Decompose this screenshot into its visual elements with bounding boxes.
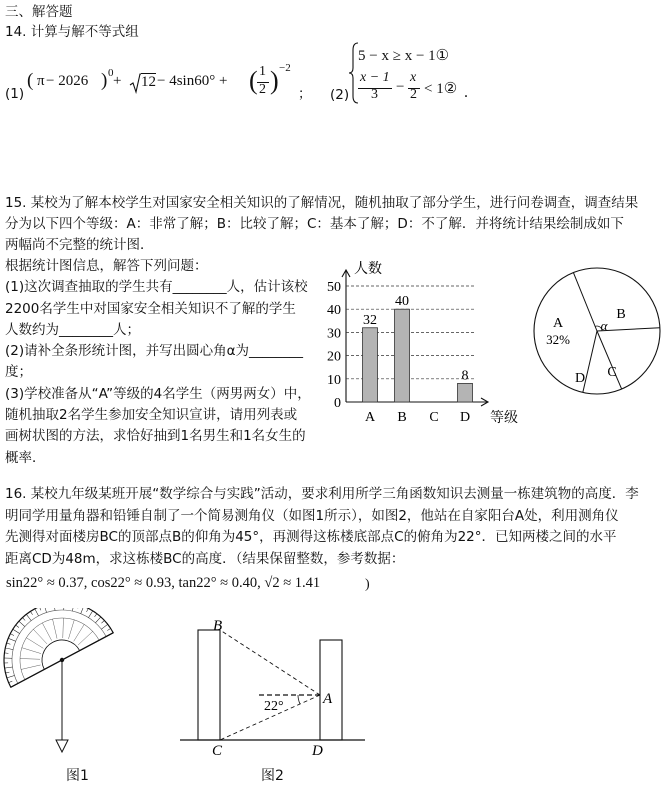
q15-line: (3)学校准备从“A”等级的4名学生（两男两女）中， xyxy=(5,385,311,402)
q14-p1-big-paren-open: ( xyxy=(249,66,258,95)
slice-label-c: C xyxy=(607,365,617,380)
q15-line: (1)这次调查抽取的学生共有________人，估计该校 xyxy=(5,279,308,296)
q14-p1-semicolon: ； xyxy=(298,86,312,102)
y-tick-label: 10 xyxy=(327,372,341,388)
q14-p2-row2-tail: < 1② xyxy=(424,81,458,97)
bar-a xyxy=(363,328,378,402)
building-ad xyxy=(320,640,342,740)
slice-label-a: A xyxy=(552,316,564,331)
q16-reference-close: ) xyxy=(365,577,370,592)
q15-line: 概率． xyxy=(5,449,46,466)
building-bc xyxy=(198,630,220,740)
point-b-label: B xyxy=(213,618,223,634)
q15-line: 根据统计图信息，解答下列问题： xyxy=(5,258,208,274)
q14-p1-exp0: 0 xyxy=(108,67,114,79)
bar-chart xyxy=(318,252,528,432)
q14-p2-label: (2) xyxy=(330,87,350,103)
q15-intro-line: 15. 某校为了解本校学生对国家安全相关知识的了解情况，随机抽取了部分学生，进行问卷调查，调查结果 xyxy=(5,195,639,211)
x-axis-label: 等级 xyxy=(490,411,518,426)
sqrt-sign xyxy=(129,72,141,94)
q14-p2-row2-num1: x − 1 xyxy=(360,70,390,85)
bar-b xyxy=(395,309,410,402)
q14-p1-open-paren: ( xyxy=(27,70,34,91)
q15-line: 度； xyxy=(5,364,32,381)
bar-d xyxy=(458,383,473,402)
figure1-caption: 图1 xyxy=(66,768,89,784)
q14-p1-pi: π xyxy=(37,73,45,89)
q14-p1-frac-num: 1 xyxy=(259,64,266,79)
q15-line: 画树状图的方法，求恰好抽到1名男生和1名女生的 xyxy=(5,428,306,445)
q14-p2-row2-den2: 2 xyxy=(410,87,417,102)
figure1-protractor xyxy=(0,608,160,768)
q14-p2-row2-den1: 3 xyxy=(371,87,378,102)
q14-p1-radicand: 12 xyxy=(141,74,156,90)
data-label: 8 xyxy=(461,368,469,384)
q14-p1-minus2026: − 2026 xyxy=(46,73,89,89)
slice-label-b: B xyxy=(616,307,626,322)
figure2-caption: 图2 xyxy=(261,768,284,784)
q14-p1-close-paren: ) xyxy=(101,70,108,91)
point-a-label: A xyxy=(323,691,333,707)
q16-line: 明同学用量角器和铅锤自制了一个简易测角仪（如图1所示），如图2，他站在自家阳台A处，利用测角仪 xyxy=(5,507,619,524)
q14-p2-row2-num2: x xyxy=(410,70,417,85)
q15-intro xyxy=(5,193,638,256)
data-label: 32 xyxy=(363,312,377,328)
q16-line: 16. 某校九年级某班开展“数学综合与实践”活动，要求利用所学三角函数知识去测量一栋建筑物的高度．李 xyxy=(5,486,639,502)
slice-label-a-percent: 32% xyxy=(546,332,570,347)
q16-line: 距离CD为48m，求这栋楼BC的高度．（结果保留整数，参考数据： xyxy=(5,550,405,567)
q15-questions xyxy=(5,256,311,469)
x-tick-label: B xyxy=(397,410,407,425)
q15-line: (2)请补全条形统计图，并写出圆心角α为________ xyxy=(5,343,304,360)
point-d-label: D xyxy=(312,743,323,759)
x-tick-label: C xyxy=(429,410,439,425)
y-tick-label: 0 xyxy=(334,396,341,411)
y-tick-label: 40 xyxy=(327,303,341,319)
q14-p2-row1: 5 − x ≥ x − 1① xyxy=(358,48,450,64)
angle-22-label: 22° xyxy=(264,699,284,714)
angle-arc xyxy=(298,695,300,704)
sight-line-ab xyxy=(220,630,320,695)
q16-text xyxy=(5,484,639,570)
y-tick-label: 30 xyxy=(327,326,341,342)
y-tick-label: 20 xyxy=(327,349,341,365)
y-axis-label: 人数 xyxy=(354,262,382,277)
x-tick-label: A xyxy=(364,410,376,425)
y-tick-label: 50 xyxy=(327,280,341,295)
x-tick-label: D xyxy=(459,410,471,425)
q15-line: 人数约为________人； xyxy=(5,321,140,338)
q14-p2-period: . xyxy=(464,84,468,101)
q14-part2 xyxy=(330,42,480,112)
q14-p2-row2-minus: − xyxy=(396,79,405,95)
q14-title: 14. 计算与解不等式组 xyxy=(5,24,139,40)
q14-p1-big-paren-close: ) xyxy=(270,66,279,95)
slice-label-d: D xyxy=(574,371,586,386)
q16-reference-data: sin22° ≈ 0.37, cos22° ≈ 0.93, tan22° ≈ 0.40, √2 ≈ 1.41 xyxy=(6,575,321,591)
q15-intro-line: 两幅尚不完整的统计图． xyxy=(5,237,154,253)
q14-p1-label: (1) xyxy=(5,86,25,102)
q15-intro-line: 分为以下四个等级：A：非常了解；B：比较了解；C：基本了解；D：不了解．并将统计结果绘制成如下 xyxy=(5,216,624,232)
q15-line: 2200名学生中对国家安全相关知识不了解的学生 xyxy=(5,300,296,317)
q14-p1-exp-neg2: −2 xyxy=(279,62,291,74)
alpha-label: α xyxy=(600,318,608,333)
q14-p1-plus: + xyxy=(113,73,122,89)
q14-p1-sin-term: − 4sin60° + xyxy=(157,73,228,89)
section-title: 三、解答题 xyxy=(5,4,73,20)
figure2-diagram xyxy=(170,612,370,762)
q15-line: 随机抽取2名学生参加安全知识宣讲，请用列表或 xyxy=(5,407,298,424)
q16-line: 先测得对面楼房BC的顶部点B的仰角为45°，再测得这栋楼底部点C的俯角为22°．已知两楼之间的水平 xyxy=(5,529,617,545)
point-c-label: C xyxy=(212,743,223,759)
q14-p1-frac-den: 2 xyxy=(259,82,266,97)
pie-chart xyxy=(528,262,668,402)
data-label: 40 xyxy=(395,294,409,310)
